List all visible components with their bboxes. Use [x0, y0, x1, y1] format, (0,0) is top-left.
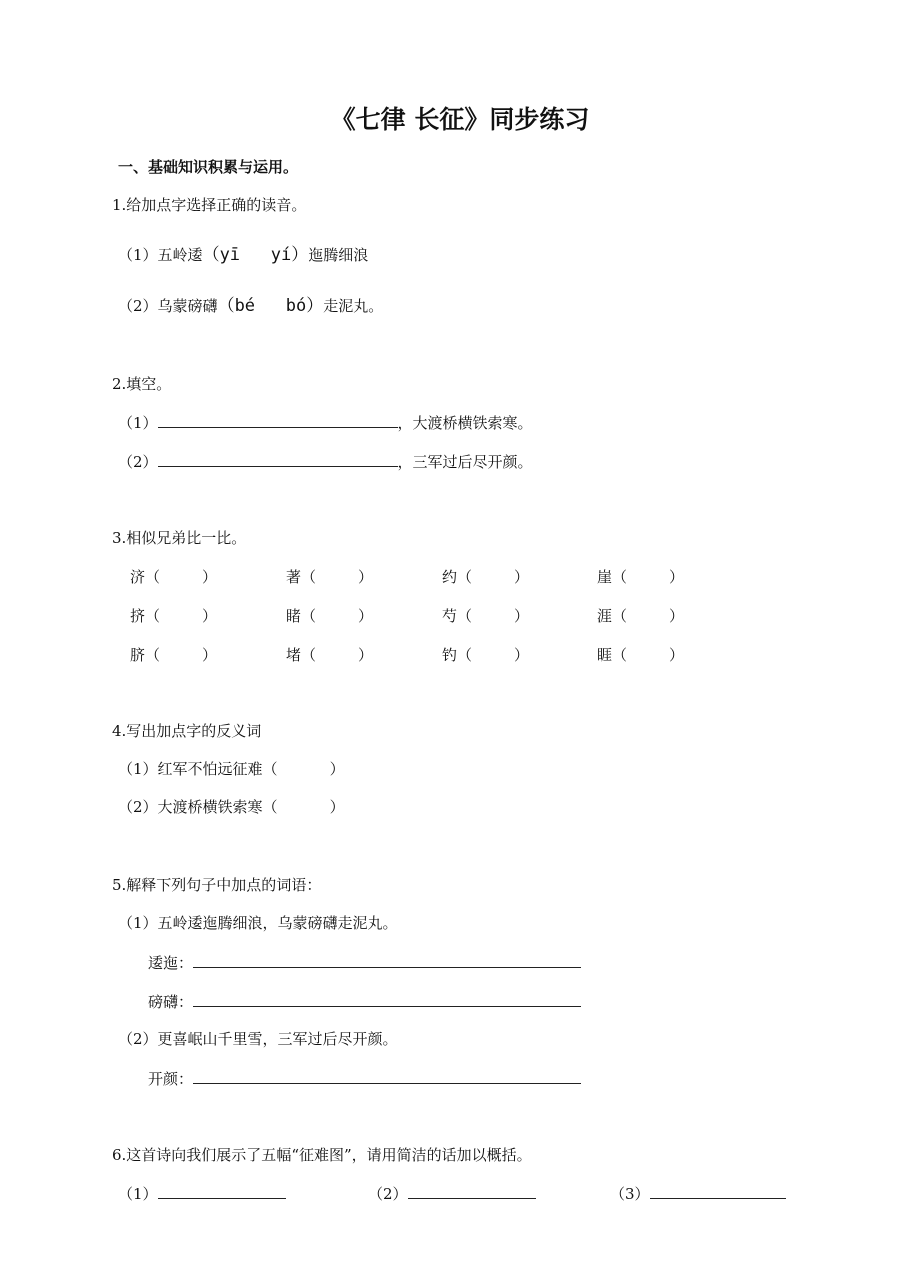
answer-blank[interactable]	[158, 1182, 286, 1199]
term-label: 开颜：	[148, 1070, 194, 1088]
char: 涯	[597, 607, 613, 625]
pinyin-option-2[interactable]: yí	[270, 245, 292, 265]
pinyin-option-1[interactable]: bé	[234, 296, 256, 316]
char: 堵	[286, 646, 302, 664]
item-number: （2）	[118, 453, 158, 471]
char: 睹	[286, 607, 302, 625]
answer-blank[interactable]	[650, 1182, 786, 1199]
char-cell: 睹（ ）	[286, 607, 374, 625]
char: 芍	[442, 607, 458, 625]
answer-blank[interactable]	[158, 450, 398, 467]
char: 脐	[130, 646, 146, 664]
answer-blank[interactable]	[158, 411, 398, 428]
char: 钓	[442, 646, 458, 664]
item-number: （1）	[118, 1185, 158, 1203]
question-4-item-2: （2）大渡桥横铁索寒（ ）	[118, 798, 345, 816]
item-text: ，三军过后尽开颜。	[397, 453, 533, 471]
char-cell: 脐（ ）	[130, 646, 218, 664]
question-5-sentence-1: （1）五岭逶迤腾细浪，乌蒙磅礴走泥丸。	[118, 914, 398, 932]
question-2-item-2	[118, 450, 533, 472]
term-label: 磅礴：	[148, 993, 194, 1011]
char-cell: 堵（ ）	[286, 646, 374, 664]
item-text-before: 乌蒙磅礴	[157, 297, 218, 315]
char-cell: 涯（ ）	[597, 607, 685, 625]
char: 睚	[597, 646, 613, 664]
page-title: 《七律 长征》同步练习	[330, 105, 590, 134]
item-text: 大渡桥横铁索寒（	[157, 798, 278, 816]
char-cell: 著（ ）	[286, 568, 374, 586]
item-number: （2）	[118, 798, 158, 816]
question-3-prompt: 3.相似兄弟比一比。	[112, 529, 247, 547]
question-5-term-1	[148, 951, 581, 973]
item-text-before: 五岭逶	[157, 246, 203, 264]
char-cell: 睚（ ）	[597, 646, 685, 664]
term-label: 逶迤：	[148, 954, 194, 972]
char-cell: 济（ ）	[130, 568, 218, 586]
question-6-item-3	[610, 1182, 786, 1204]
item-text: 红军不怕远征难（	[157, 760, 278, 778]
question-5-sentence-2: （2）更喜岷山千里雪，三军过后尽开颜。	[118, 1030, 398, 1048]
char-cell: 芍（ ）	[442, 607, 530, 625]
char: 挤	[130, 607, 146, 625]
question-5-term-2	[148, 990, 581, 1012]
question-2-prompt: 2.填空。	[112, 375, 172, 393]
question-1-item-2	[118, 291, 383, 316]
question-5-prompt: 5.解释下列句子中加点的词语：	[112, 876, 322, 894]
item-text-after: 走泥丸。	[323, 297, 384, 315]
item-number: （2）	[118, 297, 158, 315]
char-cell: 约（ ）	[442, 568, 530, 586]
answer-blank[interactable]	[408, 1182, 536, 1199]
answer-blank[interactable]	[193, 1067, 581, 1084]
paren-open: （	[217, 296, 235, 316]
paren-open: （	[202, 245, 220, 265]
char-cell: 挤（ ）	[130, 607, 218, 625]
pinyin-option-1[interactable]: yī	[219, 245, 241, 265]
char: 约	[442, 568, 458, 586]
char: 济	[130, 568, 146, 586]
paren-close: ）	[291, 245, 309, 265]
question-6-item-1	[118, 1182, 286, 1204]
char-cell: 钓（ ）	[442, 646, 530, 664]
question-6-prompt: 6.这首诗向我们展示了五幅“征难图”，请用简洁的话加以概括。	[112, 1146, 532, 1164]
question-4-prompt: 4.写出加点字的反义词	[112, 722, 262, 740]
char: 著	[286, 568, 302, 586]
item-text: ，大渡桥横铁索寒。	[397, 414, 533, 432]
question-4-item-1: （1）红军不怕远征难（ ）	[118, 760, 345, 778]
item-number: （2）	[368, 1185, 408, 1203]
answer-blank[interactable]	[193, 951, 581, 968]
question-5-term-3	[148, 1067, 581, 1089]
section-heading: 一、基础知识积累与运用。	[118, 158, 299, 176]
item-text-after: 迤腾细浪	[308, 246, 369, 264]
item-number: （1）	[118, 414, 158, 432]
answer-blank[interactable]	[193, 990, 581, 1007]
pinyin-option-2[interactable]: bó	[285, 296, 307, 316]
question-2-item-1	[118, 411, 533, 433]
question-1-item-1	[118, 240, 368, 265]
item-number: （3）	[610, 1185, 650, 1203]
question-1-prompt: 1.给加点字选择正确的读音。	[112, 196, 307, 214]
item-number: （1）	[118, 246, 158, 264]
paren-close: ）	[306, 296, 324, 316]
item-number: （1）	[118, 760, 158, 778]
char: 崖	[597, 568, 613, 586]
char-cell: 崖（ ）	[597, 568, 685, 586]
question-6-item-2	[368, 1182, 536, 1204]
